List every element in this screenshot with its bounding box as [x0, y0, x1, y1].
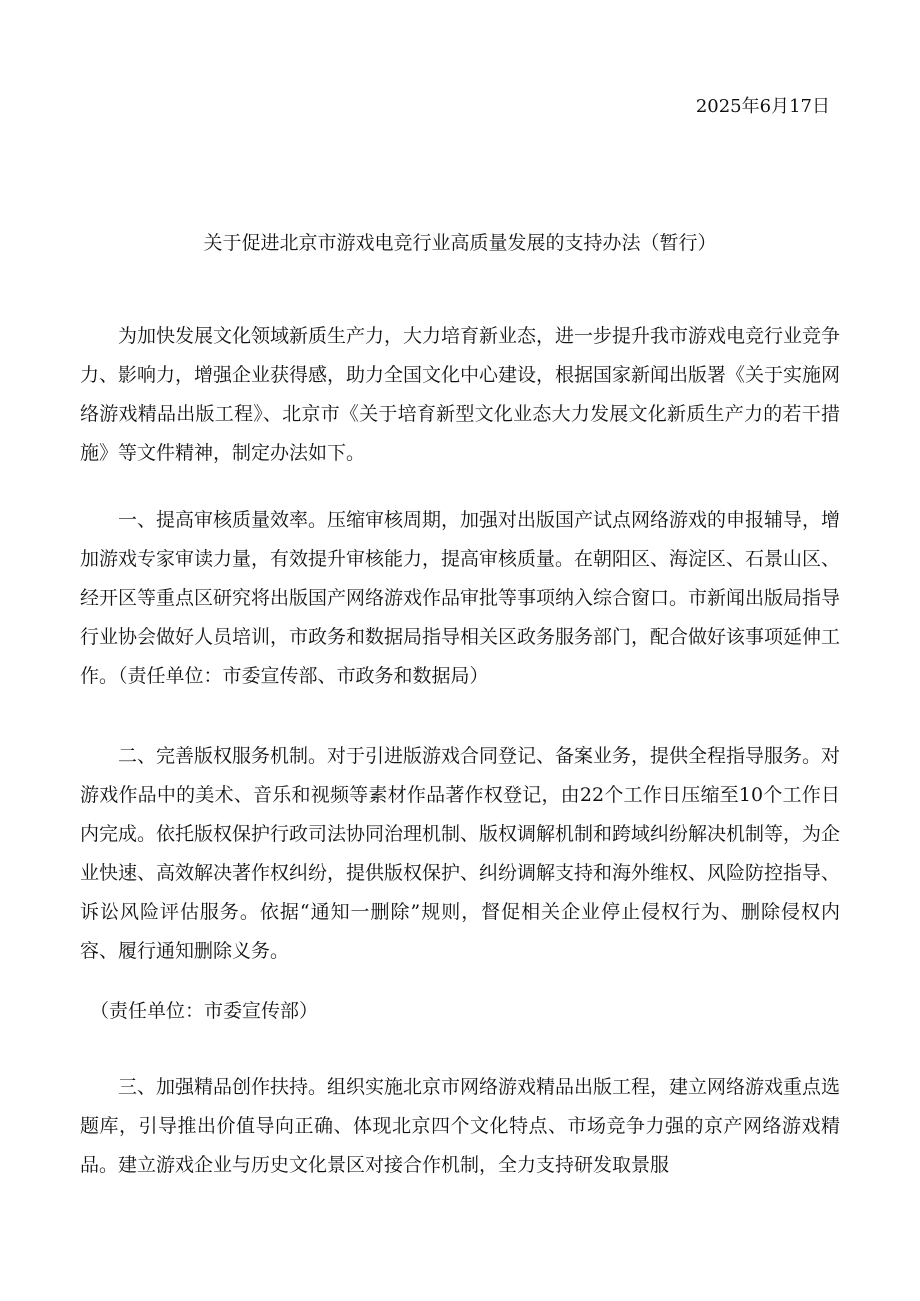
paragraph-intro	[80, 317, 840, 473]
paragraph-section-three-text: 三、加强精品创作扶持。组织实施北京市网络游戏精品出版工程，建立网络游戏重点选题库，引导推出价值导向正确、体现北京四个文化特点、市场竞争力强的京产网络游戏精品。建立游戏企业与历史文化景区对接合作机制，全力支持研发取景服	[80, 1076, 841, 1176]
paragraph-intro-text: 为加快发展文化领域新质生产力，大力培育新业态，进一步提升我市游戏电竞行业竞争力、影响力，增强企业获得感，助力全国文化中心建设，根据国家新闻出版署《关于实施网络游戏精品出版工程》、北京市《关于培育新型文化业态大力发展文化新质生产力的若干措施》等文件精神，制定办法如下。	[80, 325, 841, 464]
document-title: 关于促进北京市游戏电竞行业高质量发展的支持办法（暂行）	[203, 232, 717, 254]
paragraph-section-one	[80, 501, 840, 696]
section-two-responsibility: （责任单位：市委宣传部）	[90, 1000, 319, 1022]
document-date: 2025年6月17日	[695, 96, 830, 117]
paragraph-section-two	[80, 737, 840, 971]
paragraph-section-two-text: 二、完善版权服务机制。对于引进版游戏合同登记、备案业务，提供全程指导服务。对游戏作品中的美术、音乐和视频等素材作品著作权登记，由22个工作日压缩至10个工作日内完成。依托版权保护行政司法协同治理机制、版权调解机制和跨域纠纷解决机制等，为企业快速、高效解决著作权纠纷，提供版权保护、纠纷调解支持和海外维权、风险防控指导、诉讼风险评估服务。依据“通知一删除”规则，督促相关企业停止侵权行为、删除侵权内容、履行通知删除义务。	[80, 745, 841, 962]
paragraph-section-one-text: 一、提高审核质量效率。压缩审核周期，加强对出版国产试点网络游戏的申报辅导，增加游戏专家审读力量，有效提升审核能力，提高审核质量。在朝阳区、海淀区、石景山区、经开区等重点区研究将出版国产网络游戏作品审批等事项纳入综合窗口。市新闻出版局指导行业协会做好人员培训，市政务和数据局指导相关区政务服务部门，配合做好该事项延伸工作。（责任单位：市委宣传部、市政务和数据局）	[80, 509, 841, 687]
paragraph-section-three	[80, 1068, 840, 1185]
